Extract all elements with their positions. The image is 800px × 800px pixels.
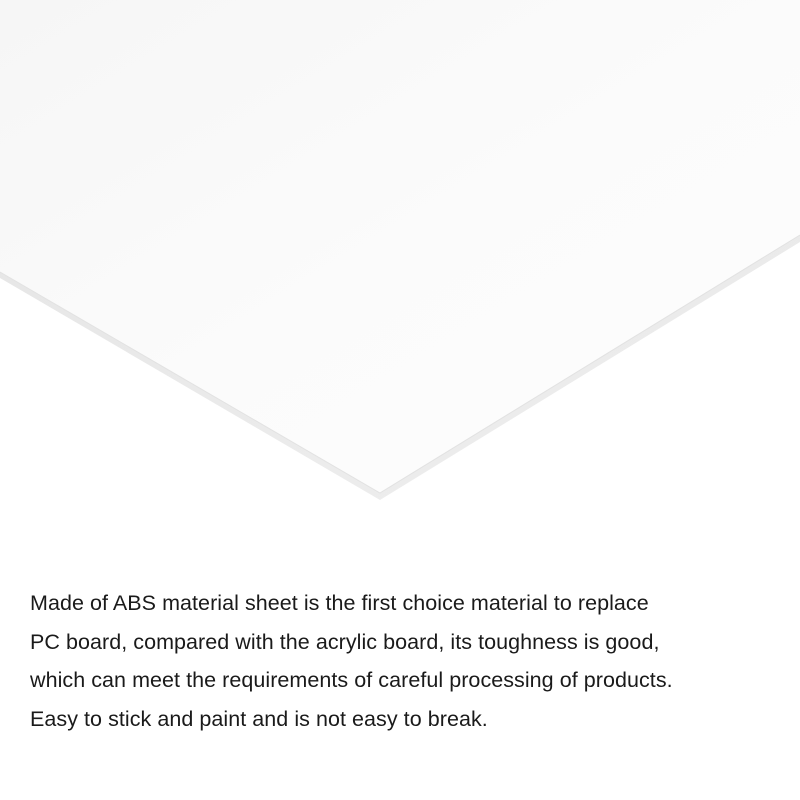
description-line: Easy to stick and paint and is not easy to break. (30, 706, 488, 731)
description-line: which can meet the requirements of careful processing of products. (30, 668, 673, 692)
product-description (30, 584, 790, 738)
description-line: PC board, compared with the acrylic board, its toughness is good, (30, 629, 660, 654)
description-line: Made of ABS material sheet is the first choice material to replace (30, 591, 649, 615)
